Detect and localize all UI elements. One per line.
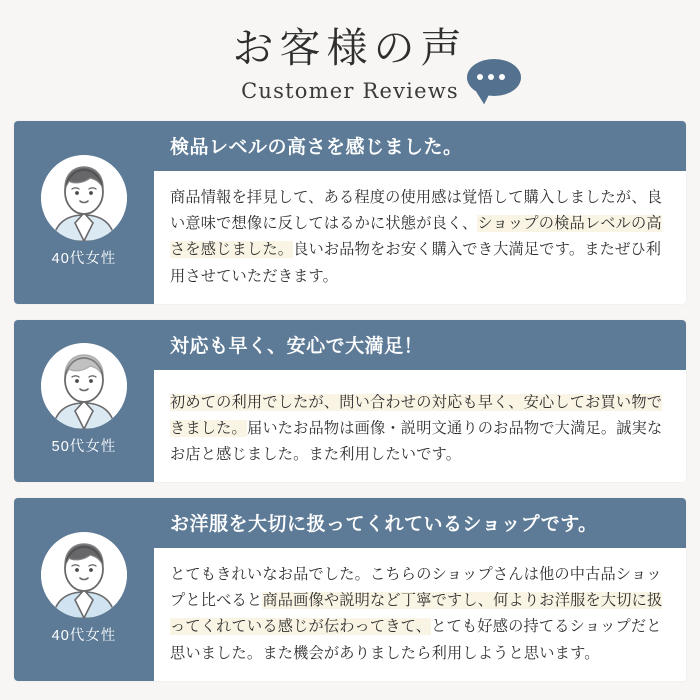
review-card (14, 320, 686, 482)
reviewer-panel (14, 498, 154, 681)
review-text: とてもきれいなお品でした。こちらのショップさんは他の中古品ショップと比べると (170, 566, 662, 610)
page-title: お客様の声 (232, 24, 468, 72)
review-heading: 対応も早く、安心で大満足！ (154, 320, 686, 370)
review-card (14, 498, 686, 681)
review-card (14, 121, 686, 304)
review-heading: お洋服を大切に扱ってくれているショップです。 (154, 498, 686, 548)
review-list (0, 121, 700, 681)
review-content (154, 498, 686, 681)
reviewer-panel (14, 320, 154, 482)
speech-bubble-icon (467, 59, 521, 96)
subtitle-row (241, 79, 459, 103)
reviewer-panel (14, 121, 154, 304)
review-text-highlight: 商品画像や説明など丁寧ですし、何よりお洋服を大切に扱ってくれている感じが伝わってきて、 (170, 592, 663, 636)
review-body (154, 370, 686, 482)
woman-avatar-icon (41, 343, 127, 429)
reviewer-age-label: 50代女性 (51, 439, 117, 456)
page-subtitle: Customer Reviews (241, 79, 459, 104)
review-content (154, 121, 686, 304)
reviewer-age-label: 40代女性 (51, 250, 117, 267)
review-text: 商品情報を拝見して、ある程度の使用感は覚悟して購入しましたが、良い意味で想像に反してはるかに状態が良く、 (170, 189, 663, 233)
review-text-highlight: 初めての利用でしたが、問い合わせの対応も早く、安心してお買い物できました。 (170, 393, 663, 437)
page-header (0, 0, 700, 103)
review-body (154, 171, 686, 304)
woman-avatar-icon (41, 532, 127, 618)
woman-avatar-icon (41, 155, 127, 241)
review-text-highlight: ショップの検品レベルの高さを感じました。 (170, 215, 662, 259)
review-text: 良いお品物をお安く購入でき大満足です。またぜひ利用させていただきます。 (170, 241, 662, 285)
review-content (154, 320, 686, 482)
review-heading: 検品レベルの高さを感じました。 (154, 121, 686, 171)
review-body (154, 548, 686, 681)
bubble-dots (477, 74, 505, 80)
review-text: 届いたお品物は画像・説明文通りのお品物で大満足。誠実なお店と感じました。また利用したいです。 (170, 419, 663, 463)
reviewer-age-label: 40代女性 (51, 627, 117, 644)
review-text: とても好感の持てるショップだと思いました。また機会がありましたら利用しようと思います。 (170, 618, 662, 662)
